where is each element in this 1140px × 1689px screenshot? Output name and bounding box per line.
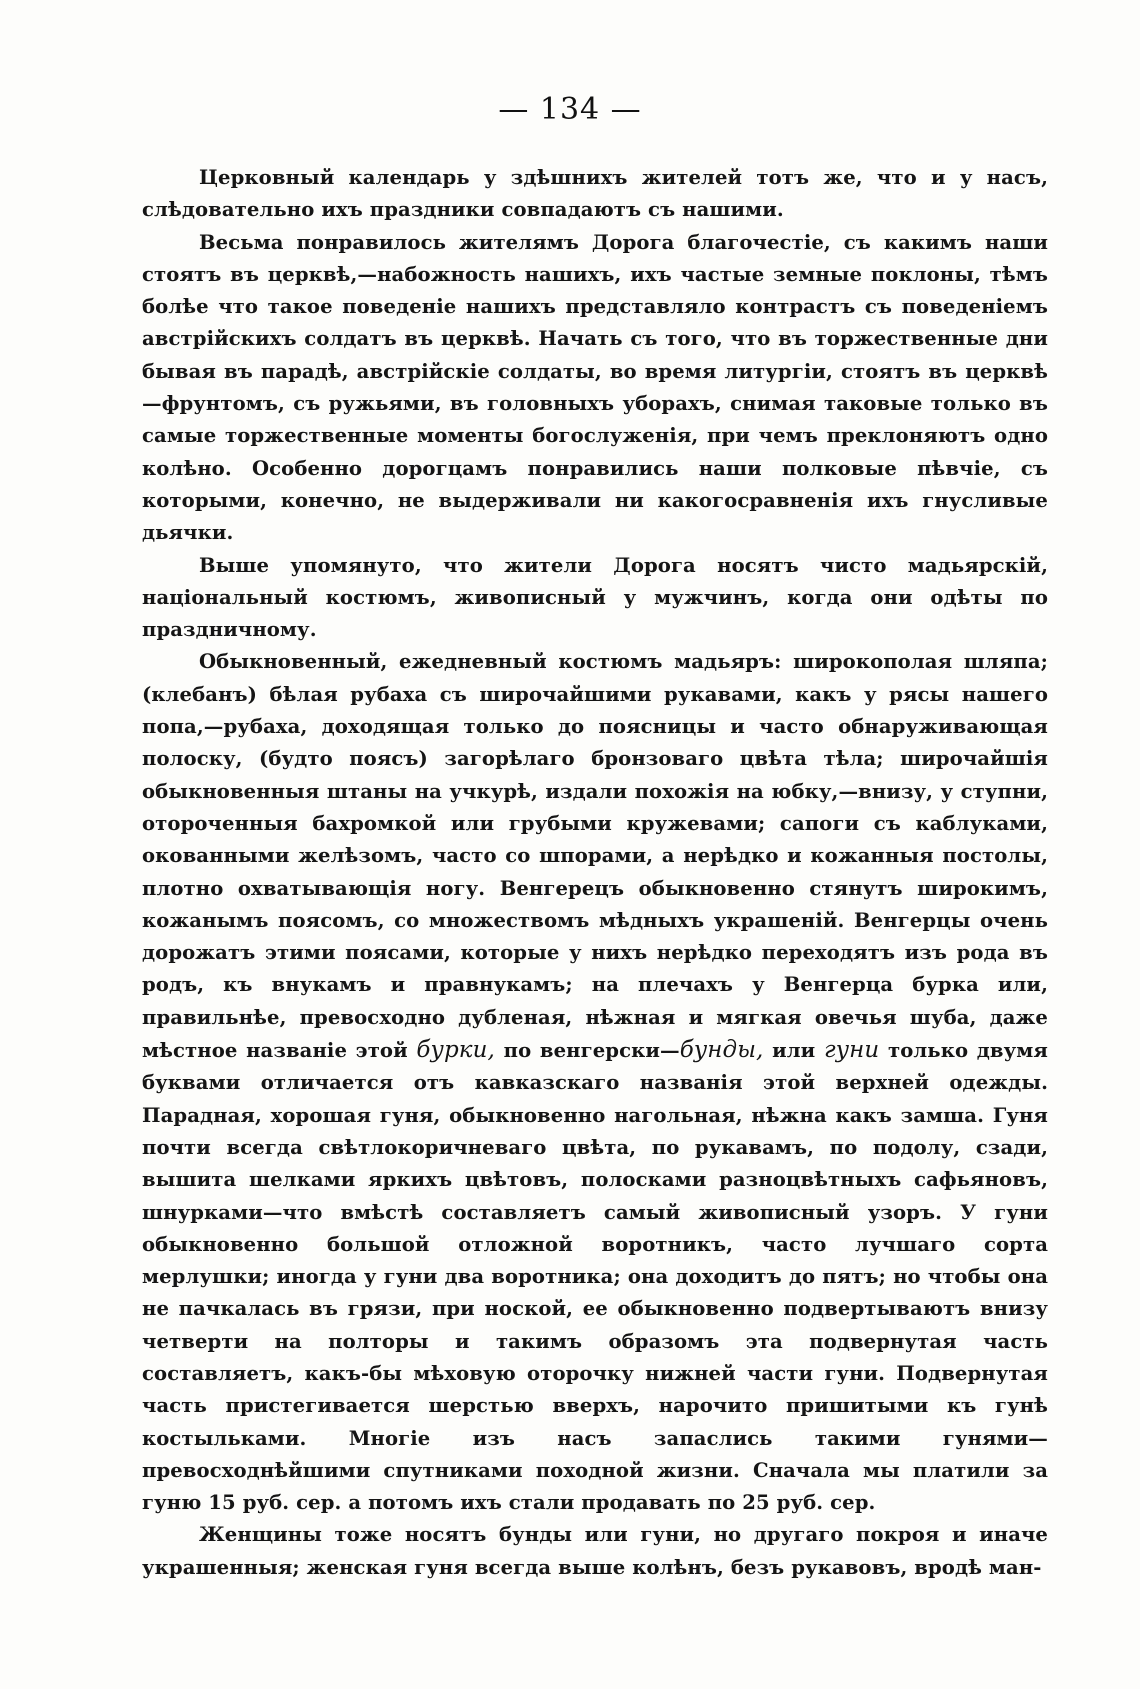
costume-text-part-3: или: [763, 1039, 824, 1063]
paragraph-piety: Весьма понравилось жителямъ Дорога благочестіе, съ какимъ наши стоятъ въ церквѣ,—набожность нашихъ, ихъ частые земные поклоны, тѣмъ болѣе что такое поведеніе нашихъ представляло контрастъ съ поведеніемъ австрійскихъ солдатъ въ церквѣ. Начать съ того, что въ торжественные дни бывая въ парадѣ, австрійскіе солдаты, во время литургіи, стоятъ въ церквѣ—фрунтомъ, съ ружьями, въ головныхъ уборахъ, снимая таковые только въ самые торжественные моменты богослуженія, при чемъ преклоняютъ одно колѣно. Особенно дорогцамъ понравились наши полковые пѣвчіе, съ которыми, конечно, не выдерживали ни какогосравненія ихъ гнусливые дьячки.: [142, 230, 1048, 545]
term-gunya: гуни: [823, 1037, 880, 1064]
term-bunda: бунды,: [679, 1037, 764, 1064]
body-text: [142, 162, 1048, 1584]
paragraph-everyday-costume: [142, 646, 1048, 1519]
page-number: — 134 —: [498, 92, 642, 127]
paragraph-women-costume: Женщины тоже носятъ бунды или гуни, но другаго покроя и иначе украшенныя; женская гуня всегда выше колѣнъ, безъ рукавовъ, вродѣ ман-: [142, 1523, 1048, 1579]
paragraph-national-costume: Выше упомянуто, что жители Дорога носятъ чисто мадьярскій, національный костюмъ, живописный у мужчинъ, когда они одѣты по праздничному.: [142, 553, 1048, 642]
costume-text-part-1: Обыкновенный, ежедневный костюмъ мадьяръ: широкополая шляпа; (клебанъ) бѣлая рубаха съ широчайшими рукавами, какъ у рясы нашего попа,—рубаха, доходящая только до поясницы и часто обнаруживающая полоску, (будто поясъ) загорѣлаго бронзоваго цвѣта тѣла; широчайшія обыкновенныя штаны на учкурѣ, издали похожія на юбку,—внизу, у ступни, отороченныя бахромкой или грубыми кружевами; сапоги съ каблуками, окованными желѣзомъ, часто со шпорами, а нерѣдко и кожанныя постолы, плотно охватывающія ногу. Венгерецъ обыкновенно стянутъ широкимъ, кожанымъ поясомъ, со множествомъ мѣдныхъ украшеній. Венгерцы очень дорожатъ этими поясами, которые у нихъ нерѣдко переходятъ изъ рода въ родъ, къ внукамъ и правнукамъ; на плечахъ у Венгерца бурка или, правильнѣе, превосходно дубленая, нѣжная и мягкая овечья шуба, даже мѣстное названіе этой: [142, 650, 1048, 1063]
costume-text-part-4: только двумя буквами отличается отъ кавказскаго названія этой верхней одежды. Парадная, хорошая гуня, обыкновенно нагольная, нѣжна какъ замша. Гуня почти всегда свѣтлокоричневаго цвѣта, по рукавамъ, по подолу, сзади, вышита шелками яркихъ цвѣтовъ, полосками разноцвѣтныхъ сафьяновъ, шнурками—что вмѣстѣ составляетъ самый живописный узоръ. У гуни обыкновенно большой отложной воротникъ, часто лучшаго сорта мерлушки; иногда у гуни два воротника; она доходитъ до пятъ; но чтобы она не пачкалась въ грязи, при ноской, ее обыкновенно подвертываютъ внизу четверти на полторы и такимъ образомъ эта подвернутая часть составляетъ, какъ-бы мѣховую оторочку нижней части гуни. Подвернутая часть пристегивается шерстью вверхъ, нарочито пришитыми къ гунѣ костыльками. Многіе изъ насъ запаслись такими гунями—превосходнѣйшими спутниками походной жизни. Сначала мы платили за гуню 15 руб. сер. а потомъ ихъ стали продавать по 25 руб. сер.: [142, 1039, 1048, 1515]
term-burka: бурки,: [416, 1037, 495, 1064]
paragraph-church-calendar: Церковный календарь у здѣшнихъ жителей тотъ же, что и у насъ, слѣдовательно ихъ праздники совпадаютъ съ нашими.: [142, 166, 1048, 222]
costume-text-part-2: по венгерски—: [494, 1039, 680, 1063]
